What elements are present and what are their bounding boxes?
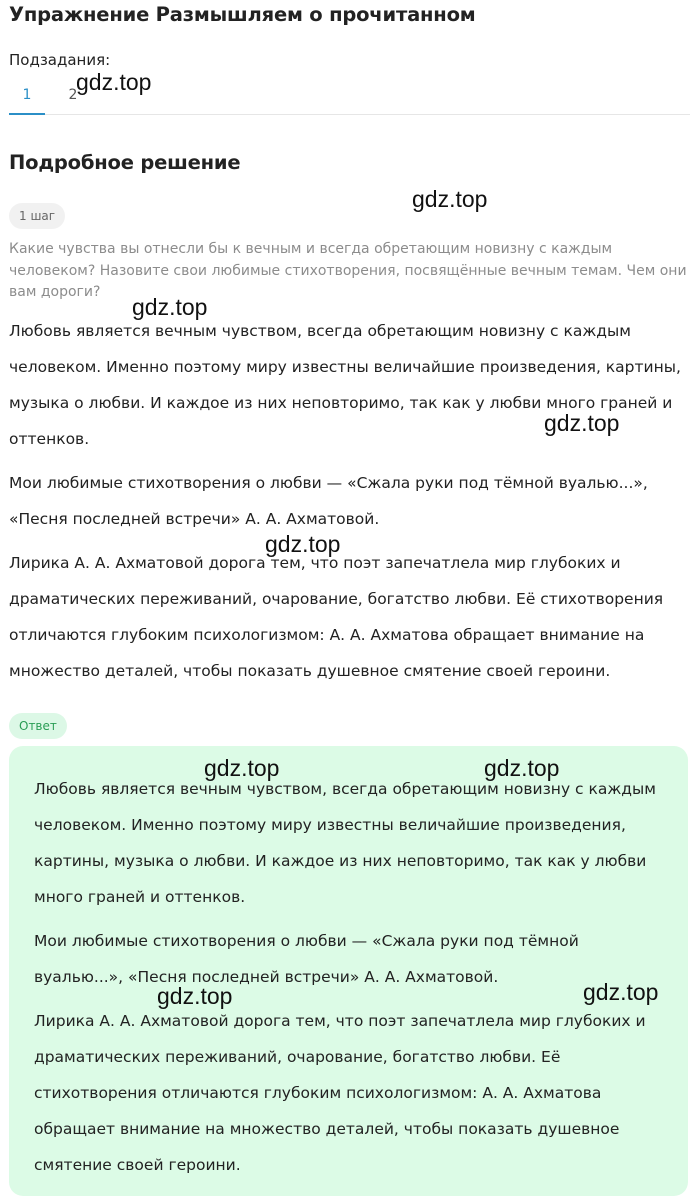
answer-body [34,771,666,1183]
subtasks-label: Подзадания: [9,51,111,69]
solution-paragraph: Лирика А. А. Ахматовой дорога тем, что поэт запечатлела мир глубоких и драматических переживаний, очарование, богатство любви. Её стихотворения отличаются глубоким психологизмом: А. А. Ахматова обращает внимание на множество деталей, чтобы показать душевное смятение своей героини. [9,554,664,680]
tab-subtask-2[interactable]: 2 [68,87,78,103]
answer-paragraph: Мои любимые стихотворения о любви — «Сжала руки под тёмной вуалью...», «Песня последней встречи» А. А. Ахматовой. [34,932,579,986]
watermark: gdz.top [583,979,659,1005]
page-title: Упражнение Размышляем о прочитанном [9,3,476,26]
watermark: gdz.top [484,755,560,781]
watermark: gdz.top [544,410,620,436]
watermark: gdz.top [412,186,488,212]
step-badge: 1 шаг [9,203,65,229]
answer-badge: Ответ [9,713,67,739]
tab-subtask-1[interactable]: 1 [9,78,45,115]
solution-title: Подробное решение [9,151,241,174]
question-text: Какие чувства вы отнесли бы к вечным и всегда обретающим новизну с каждым человеком? Назовите свои любимые стихотворения, посвящённые вечным темам. Чем они вам дороги? [9,241,687,300]
answer-box [9,746,688,1196]
solution-paragraph: Мои любимые стихотворения о любви — «Сжала руки под тёмной вуалью...», «Песня последней встречи» А. А. Ахматовой. [9,474,648,528]
watermark: gdz.top [204,755,280,781]
watermark: gdz.top [265,531,341,557]
answer-paragraph: Любовь является вечным чувством, всегда обретающим новизну с каждым человеком. Именно поэтому миру известны величайшие произведения, картины, музыка о любви. И каждое из них неповторимо, так как у любви много граней и оттенков. [34,780,656,906]
answer-paragraph: Лирика А. А. Ахматовой дорога тем, что поэт запечатлела мир глубоких и драматических переживаний, очарование, богатство любви. Её стихотворения отличаются глубоким психологизмом: А. А. Ахматова обращает внимание на множество деталей, чтобы показать душевное смятение своей героини. [34,1012,646,1174]
watermark: gdz.top [157,983,233,1009]
watermark: gdz.top [132,294,208,320]
solution-paragraph: Любовь является вечным чувством, всегда обретающим новизну с каждым человеком. Именно поэтому миру известны величайшие произведения, картины, музыка о любви. И каждое из них неповторимо, так как у любви много граней и оттенков. [9,322,681,448]
solution-body [9,313,691,689]
watermark: gdz.top [76,69,152,95]
